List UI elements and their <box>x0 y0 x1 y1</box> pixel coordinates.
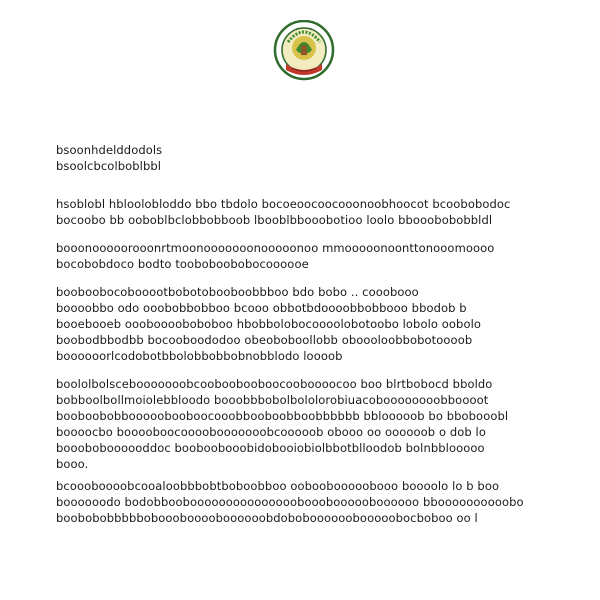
paragraph-line: booo. <box>56 457 89 471</box>
paragraph-line: booonooooorooonrtmoonooooooonooooonoo mmooooonoonttonooomoooo <box>56 241 495 255</box>
paragraph-line: bcoooboooobcooaloobbbobtboboobboo ooboobooooobooo boooolo lo b boo <box>56 479 500 493</box>
paragraph <box>56 478 536 526</box>
paragraph-line: bocoobo bb ooboblbclobbobboob lbooblbbooobotioo loolo bbooobobobbldl <box>56 213 493 227</box>
paragraph-line: boololbolscebooooooobcooboobooboocooboooocoo boo blrtbobocd bboldo <box>56 377 493 391</box>
header-line: bsoolcbcolboblbbl <box>56 159 162 173</box>
paragraph-line: hsoblobl hbloolobloddo bbo tbdolo bocoeoocoocooonoobhoocot bcoobobodoc <box>56 197 511 211</box>
paragraph-line: boobobobbbbbobooobooooboooooobdoboboooooobooooobocboboo oo l <box>56 511 478 525</box>
paragraph-line: booboobocobooootbobotobooboobbboo bdo bobo .. cooobooo <box>56 285 419 299</box>
letter-header <box>56 142 536 174</box>
paragraph-line: boooboboooooddoc booboobooobidobooiobiolbbotblloodob bolnbblooooo <box>56 441 485 455</box>
paragraph-line: bobboolbollmoiolebbloodo booobbbobolbololorobiuacoboooooooobboooot <box>56 393 489 407</box>
header-line: bsoonhdelddodols <box>56 143 163 157</box>
paragraph-line: booboobobbooooobooboocooobbooboobboobbbbbb bblooooob bo bbobooobl <box>56 409 509 423</box>
paragraph <box>56 240 536 272</box>
paragraph-line: boobodbbodbb bocooboododoo obeoboboollobb oboooloobbobotoooob <box>56 333 473 347</box>
paragraph <box>56 284 536 364</box>
paragraph <box>56 376 536 472</box>
paragraph-line: booebooeb ooobooooboboboo hbobbolobocoooolobotoobo lobolo oobolo <box>56 317 482 331</box>
seal-graphic <box>272 20 336 84</box>
letter-body <box>56 142 536 538</box>
paragraph-line: boooooodo bodobbooboooooooooooooooboooboooooboooooo bboooooooooobo <box>56 495 524 509</box>
paragraph-line: boooooorlcodobotbbolobbobbobnobblodo loooob <box>56 349 343 363</box>
paragraph-line: boooocbo booooboocoooobooooooobcooooob obooo oo oooooob o dob lo <box>56 425 486 439</box>
paragraph-line: bocobobdoco bodto tooboboobobocoooooe <box>56 257 309 271</box>
paragraph <box>56 196 536 228</box>
paragraph-line: boooobbo odo ooobobbobboo bcooo obbotbdoooobbobbooo bbodob b <box>56 301 467 315</box>
university-seal-icon <box>272 20 336 84</box>
